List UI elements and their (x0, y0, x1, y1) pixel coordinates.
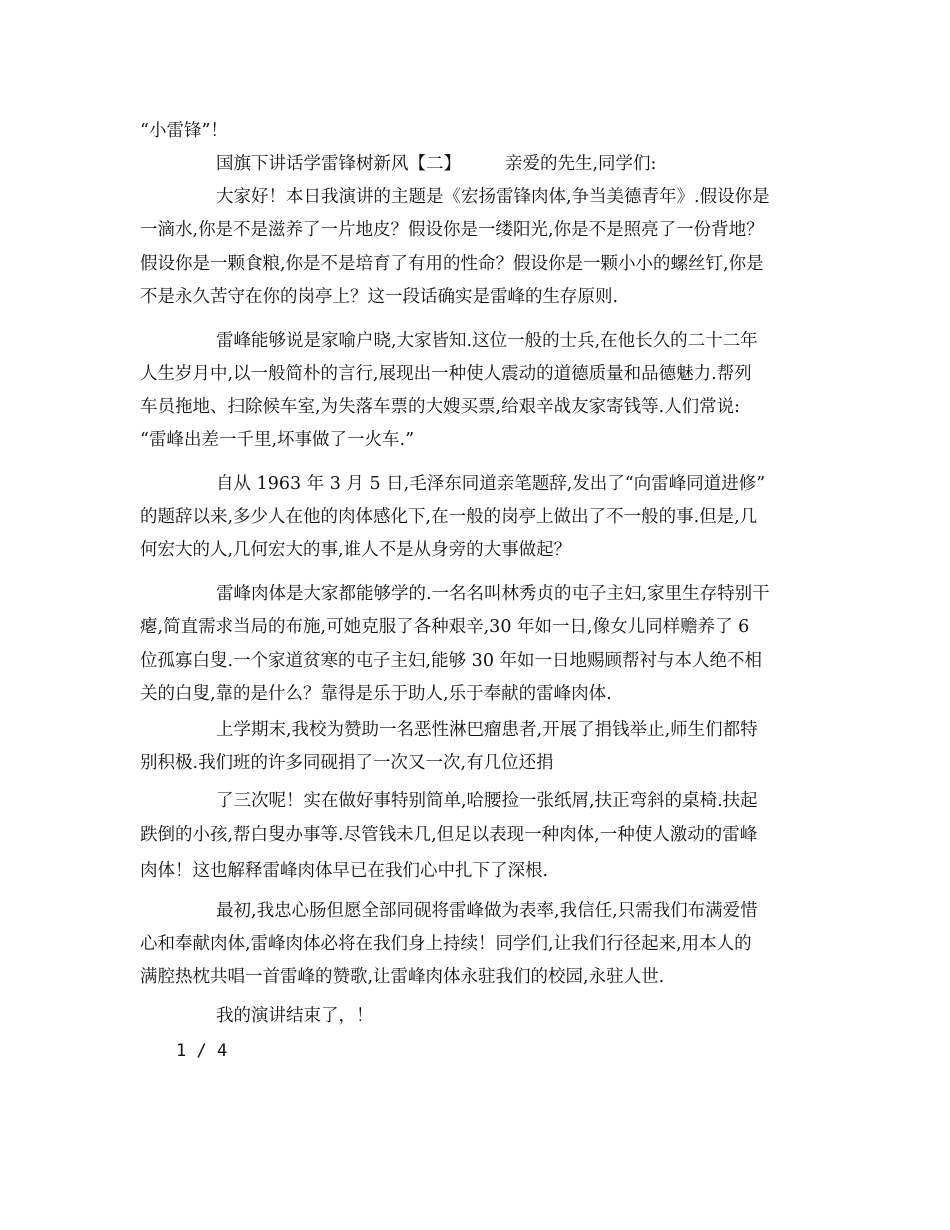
heading-line (216, 153, 656, 175)
text-line: 假设你是一颗食粮,你是不是培育了有用的性命？假设你是一颗小小的螺丝钉,你是 (140, 254, 764, 274)
text-line: 最初,我忠心肠但愿全部同砚将雷峰做为表率,我信任,只需我们布满爱惜 (216, 901, 758, 921)
text-line: 雷峰能够说是家喻户晓,大家皆知.这位一般的士兵,在他长久的二十二年 (216, 331, 758, 351)
text-line: 不是永久苦守在你的岗亭上？这一段话确实是雷峰的生存原则. (140, 287, 619, 307)
text-line: 雷峰肉体是大家都能够学的.一名名叫林秀贞的屯子主妇,家里生存特别干 (216, 584, 770, 604)
salutation: 亲爱的先生,同学们: (505, 154, 657, 174)
text-line: 车员拖地、扫除候车室,为失落车票的大嫂买票,给艰辛战友家寄钱等.人们常说: (140, 397, 741, 417)
text-line: 瘪,简直需求当局的布施,可她克服了各种艰辛,30 年如一日,像女儿同样赡养了 6 (140, 617, 750, 637)
text-line: “雷峰出差一千里,坏事做了一火车.” (140, 430, 415, 450)
closing-line: 我的演讲结束了，！ (216, 1006, 374, 1026)
text-line: 别积极.我们班的许多同砚捐了一次又一次,有几位还捐 (140, 753, 554, 773)
page-number: 1 / 4 (176, 1041, 228, 1061)
text-line: 上学期末,我校为赞助一名恶性淋巴瘤患者,开展了捐钱举止,师生们都特 (216, 720, 758, 740)
text-line: “小雷锋”！ (140, 121, 228, 141)
text-line: 自从 1963 年 3 月 5 日,毛泽东同道亲笔题辞,发出了“向雷峰同道进修” (216, 474, 766, 494)
text-line: 人生岁月中,以一般简朴的言行,展现出一种使人震动的道德质量和品德魅力.帮列 (140, 364, 752, 384)
speech-title: 国旗下讲话学雷锋树新风【二】 (216, 154, 461, 174)
text-line: 何宏大的人,几何宏大的事,谁人不是从身旁的大事做起？ (140, 540, 572, 560)
text-line: 了三次呢！实在做好事特别简单,哈腰捡一张纸屑,扶正弯斜的桌椅.扶起 (216, 791, 758, 811)
text-line: 满腔热枕共唱一首雷峰的赞歌,让雷峰肉体永驻我们的校园,永驻人世. (140, 967, 665, 987)
text-line: 心和奉献肉体,雷峰肉体必将在我们身上持续！同学们,让我们行径起来,用本人的 (140, 934, 752, 954)
text-line: 关的白叟,靠的是什么？靠得是乐于助人,乐于奉献的雷峰肉体. (140, 684, 612, 704)
text-line: 位孤寡白叟.一个家道贫寒的屯子主妇,能够 30 年如一日地赐顾帮衬与本人绝不相 (140, 651, 763, 671)
text-line: 肉体！这也解释雷峰肉体早已在我们心中扎下了深根. (140, 861, 549, 881)
text-line: 大家好！本日我演讲的主题是《宏扬雷锋肉体,争当美德青年》.假设你是 (216, 187, 770, 207)
text-line: 的题辞以来,多少人在他的肉体感化下,在一般的岗亭上做出了不一般的事.但是,几 (140, 507, 758, 527)
text-line: 跌倒的小孩,帮白叟办事等.尽管钱未几,但足以表现一种肉体,一种使人激动的雷峰 (140, 825, 758, 845)
text-line: 一滴水,你是不是滋养了一片地皮？假设你是一缕阳光,你是不是照亮了一份背地？ (140, 220, 764, 240)
